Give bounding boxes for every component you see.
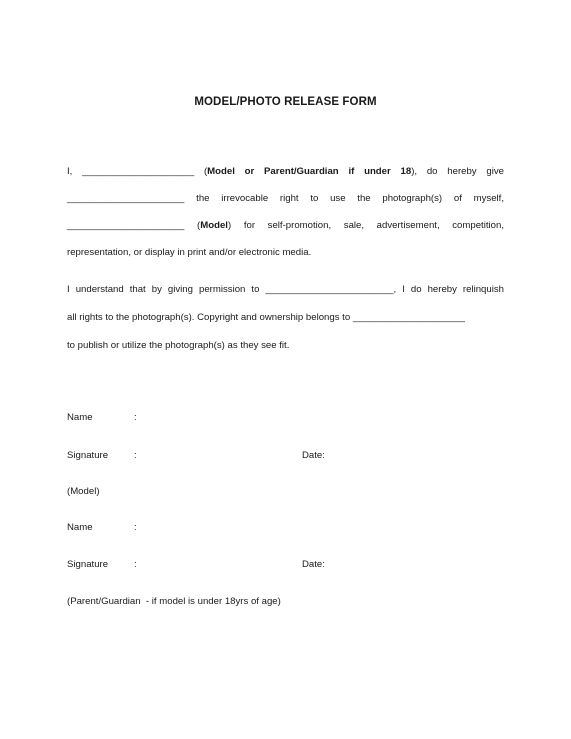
- model-blank: ______________________: [67, 220, 185, 231]
- prefix-text: I,: [67, 166, 73, 177]
- paragraph2-line3: to publish or utilize the photograph(s) as they see fit.: [67, 340, 290, 351]
- paragraph1-line4: representation, or display in print and/or electronic media.: [67, 247, 312, 258]
- party-blank: ______________________: [67, 193, 185, 204]
- guardian-date-label: Date:: [302, 559, 325, 570]
- paragraph1-line3: [67, 220, 504, 232]
- guardian-name-label: Name: [67, 522, 93, 533]
- guardian-signature-colon: :: [134, 559, 137, 570]
- model-name-colon: :: [134, 412, 137, 423]
- rights-text: the irrevocable right to use the photograph(s) of myself,: [196, 193, 505, 204]
- paragraph1-line2: [67, 193, 504, 205]
- permission-text: I understand that by giving permission to: [67, 284, 260, 295]
- guardian-caption: (Parent/Guardian - if model is under 18yrs of age): [67, 596, 281, 607]
- paragraph2-line2: [67, 312, 465, 324]
- bold-phrase: (Model or Parent/Guardian if under 18), do hereby give: [203, 166, 504, 177]
- owner-blank: _____________________: [352, 312, 465, 323]
- model-caption: (Model): [67, 486, 100, 497]
- model-date-label: Date:: [302, 450, 325, 461]
- guardian-signature-label: Signature: [67, 559, 109, 570]
- copyright-text: all rights to the photograph(s). Copyright and ownership belongs to: [67, 312, 351, 323]
- permission-blank: ________________________, I do hereby relinquish: [265, 284, 504, 295]
- name-blank: _____________________: [82, 166, 195, 177]
- model-signature-label: Signature: [67, 450, 109, 461]
- model-name-label: Name: [67, 412, 93, 423]
- guardian-name-colon: :: [134, 522, 137, 533]
- paragraph2-line1: [67, 284, 504, 296]
- model-signature-colon: :: [134, 450, 137, 461]
- page-title: MODEL/PHOTO RELEASE FORM: [194, 96, 377, 108]
- model-phrase: (Model) for self-promotion, sale, advertisement, competition,: [197, 220, 504, 231]
- paragraph1-line1: [67, 166, 504, 178]
